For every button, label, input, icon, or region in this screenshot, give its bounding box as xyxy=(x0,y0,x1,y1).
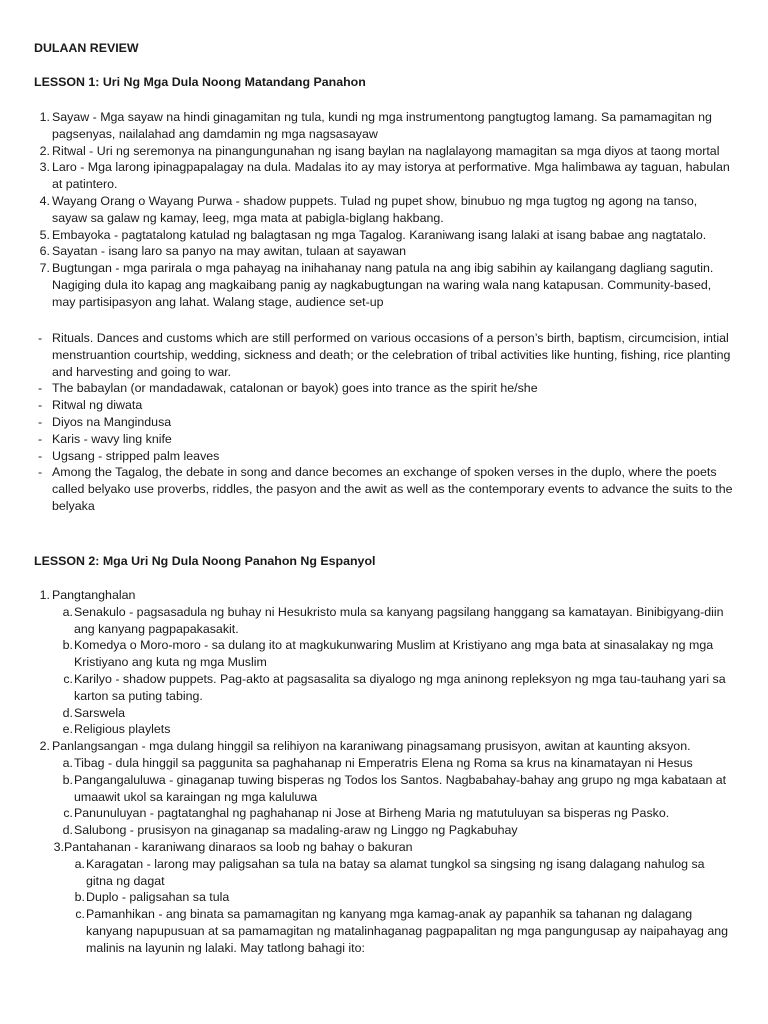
item-letter: a. xyxy=(62,755,73,770)
list-item xyxy=(34,380,734,397)
list-item xyxy=(34,822,734,839)
dash-bullet: - xyxy=(38,448,43,463)
item-letter: e. xyxy=(62,722,73,737)
list-item xyxy=(34,604,734,638)
item-text: Duplo - paligsahan sa tula xyxy=(86,890,230,905)
list-item xyxy=(34,193,734,227)
item-text: Ugsang - stripped palm leaves xyxy=(52,448,220,463)
item-letter: c. xyxy=(63,806,73,821)
item-number: 4. xyxy=(39,193,50,208)
sublist xyxy=(34,755,734,839)
list-item xyxy=(34,159,734,193)
item-text: Senakulo - pagsasadula ng buhay ni Hesukristo mula sa kanyang pagsilang hanggang sa kamatayan. Binibigyang-diin ang kanyang pagpapakasakit. xyxy=(74,604,724,636)
item-text: Komedya o Moro-moro - sa dulang ito at magkukunwaring Muslim at Kristiyano ang mga bata at sinasalakay ng mga Kristiyano ang kuta ng mga Muslim xyxy=(74,638,714,670)
item-text: Panlangsangan - mga dulang hinggil sa relihiyon na karaniwang pinagsamang prusisyon, awitan at kaunting aksyon. xyxy=(52,739,691,754)
lesson1-list xyxy=(34,109,734,311)
item-text: Laro - Mga larong ipinagpapalagay na dula. Madalas ito ay may istorya at performative. Mga halimbawa ay taguan, habulan at patintero. xyxy=(52,160,730,192)
item-number: 6. xyxy=(39,244,50,259)
item-letter: a. xyxy=(74,856,85,871)
item-text: Panunuluyan - pagtatanghal ng paghahanap ni Jose at Birheng Maria ng matutuluyan sa bisperas ng Pasko. xyxy=(74,806,670,821)
list-item xyxy=(34,448,734,465)
item-text: Diyos na Mangindusa xyxy=(52,414,172,429)
lesson1-heading: LESSON 1: Uri Ng Mga Dula Noong Matandang Panahon xyxy=(34,75,366,89)
item-text: Karagatan - larong may paligsahan sa tula na batay sa alamat tungkol sa singsing ng isang dalagang nahulog sa gitna ng dagat xyxy=(86,856,705,888)
list-item xyxy=(34,889,734,906)
item-number: 2. xyxy=(39,739,50,754)
sublist xyxy=(34,604,734,738)
item-letter: d. xyxy=(62,823,73,838)
item-number: 2. xyxy=(39,143,50,158)
item-letter: a. xyxy=(62,604,73,619)
item-letter: d. xyxy=(62,705,73,720)
item-number: 5. xyxy=(39,227,50,242)
list-item xyxy=(34,705,734,722)
item-text: Karis - wavy ling knife xyxy=(52,431,172,446)
list-item xyxy=(34,109,734,143)
notes-list xyxy=(34,330,734,515)
list-item xyxy=(34,143,734,160)
item-number: 3. xyxy=(39,160,50,175)
lesson2-heading: LESSON 2: Mga Uri Ng Dula Noong Panahon Ng Espanyol xyxy=(34,554,376,568)
item-text: Religious playlets xyxy=(74,722,171,737)
item-text: Pangangaluluwa - ginaganap tuwing bisperas ng Todos los Santos. Nagbabahay-bahay ang grupo ng mga kabataan at umaawit ukol sa karaingan ng mga kaluluwa xyxy=(74,772,727,804)
list-item xyxy=(34,243,734,260)
list-item xyxy=(34,755,734,772)
list-item xyxy=(34,856,734,890)
item-letter: c. xyxy=(63,671,73,686)
item-text: Ritwal ng diwata xyxy=(52,398,143,413)
item-text: Embayoka - pagtatalong katulad ng balagtasan ng mga Tagalog. Karaniwang isang lalaki at isang babae ang nagtatalo. xyxy=(52,227,707,242)
list-item xyxy=(34,397,734,414)
list-item xyxy=(34,772,734,806)
item-text: Wayang Orang o Wayang Purwa - shadow puppets. Tulad ng pupet show, binubuo ng mga tugtog ng agong na tanso, sayaw sa galaw ng kamay, leeg, mga mata at pabigla-biglang hakbang. xyxy=(52,193,698,225)
dash-bullet: - xyxy=(38,331,43,345)
item-number: 1. xyxy=(39,588,50,602)
item-text: Sarswela xyxy=(74,705,125,720)
dash-bullet: - xyxy=(38,465,43,480)
list-item xyxy=(34,431,734,448)
item-text: Salubong - prusisyon na ginaganap sa madaling-araw ng Linggo ng Pagkabuhay xyxy=(74,823,518,838)
list-item xyxy=(34,906,734,956)
list-item xyxy=(34,414,734,431)
item-text: Rituals. Dances and customs which are still performed on various occasions of a person’s birth, baptism, circumcision, intial menstruantion courtship, wedding, sickness and death; or the celebration of tribal activities like hunting, fishing, rice planting and harvesting and going to war. xyxy=(52,331,731,379)
document-title: DULAAN REVIEW xyxy=(34,41,139,55)
item-text: Bugtungan - mga parirala o mga pahayag na inihahanay nang patula na ang ibig sabihin ay kailangang dagliang sagutin. Nagiging dula ito kapag ang magkaibang panig ay nagkabugtungan na waring wala nang katapusan. Community-based, may partisipasyon ang lahat. Walang stage, audience set-up xyxy=(52,261,714,309)
list-item xyxy=(34,464,734,514)
list-item xyxy=(34,587,734,738)
list-item xyxy=(34,637,734,671)
list-item xyxy=(34,721,734,738)
list-item xyxy=(34,738,734,839)
item-text: Ritwal - Uri ng seremonya na pinangungunahan ng isang baylan na naglalayong mamagitan sa mga diyos at taong mortal xyxy=(52,143,720,158)
item-letter: b. xyxy=(74,890,85,905)
list-item xyxy=(34,671,734,705)
item-text: Among the Tagalog, the debate in song and dance becomes an exchange of spoken verses in the duplo, where the poets called belyako use proverbs, riddles, the pasyon and the awit as well as the contemporary events to advance the suits to the belyaka xyxy=(52,465,733,513)
dash-bullet: - xyxy=(38,414,43,429)
list-item xyxy=(34,260,734,310)
item-text: Pangtanghalan xyxy=(52,588,136,602)
dash-bullet: - xyxy=(38,381,43,396)
sublist xyxy=(34,856,734,957)
item-text: Sayatan - isang laro sa panyo na may awitan, tulaan at sayawan xyxy=(52,244,407,259)
item-letter: b. xyxy=(62,772,73,787)
list-item xyxy=(34,805,734,822)
item-number: 3. xyxy=(53,839,64,854)
item-number: 1. xyxy=(39,110,50,124)
dash-bullet: - xyxy=(38,431,43,446)
item-text: The babaylan (or mandadawak, catalonan or bayok) goes into trance as the spirit he/she xyxy=(52,381,538,396)
item-letter: b. xyxy=(62,638,73,653)
item-text: Pamanhikan - ang binata sa pamamagitan ng kanyang mga kamag-anak ay papanhik sa tahanan ng dalagang kanyang napupusuan at sa pamamagitan ng matalinhaganag pagpapalitan ng mga pangungusap ay naipahayag ang malinis na layunin ng lalaki. May tatlong bahagi ito: xyxy=(86,907,729,955)
item-text: Karilyo - shadow puppets. Pag-akto at pagsasalita sa diyalogo ng mga aninong repleksyon ng mga tau-tauhang yari sa karton sa puting tabing. xyxy=(74,671,726,703)
list-item xyxy=(34,227,734,244)
list-item xyxy=(34,839,734,957)
item-number: 7. xyxy=(39,261,50,276)
item-text: Pantahanan - karaniwang dinaraos sa loob ng bahay o bakuran xyxy=(64,839,413,854)
item-text: Tibag - dula hinggil sa paggunita sa paghahanap ni Emperatris Elena ng Roma sa krus na kinamatayan ni Hesus xyxy=(74,755,693,770)
list-item xyxy=(34,330,734,380)
item-letter: c. xyxy=(75,907,85,922)
lesson2-list xyxy=(34,587,734,957)
item-text: Sayaw - Mga sayaw na hindi ginagamitan ng tula, kundi ng mga instrumentong pangtugtog lamang. Sa pamamagitan ng pagsenyas, nailalahad ang damdamin ng mga nagsasayaw xyxy=(52,110,712,141)
dash-bullet: - xyxy=(38,398,43,413)
